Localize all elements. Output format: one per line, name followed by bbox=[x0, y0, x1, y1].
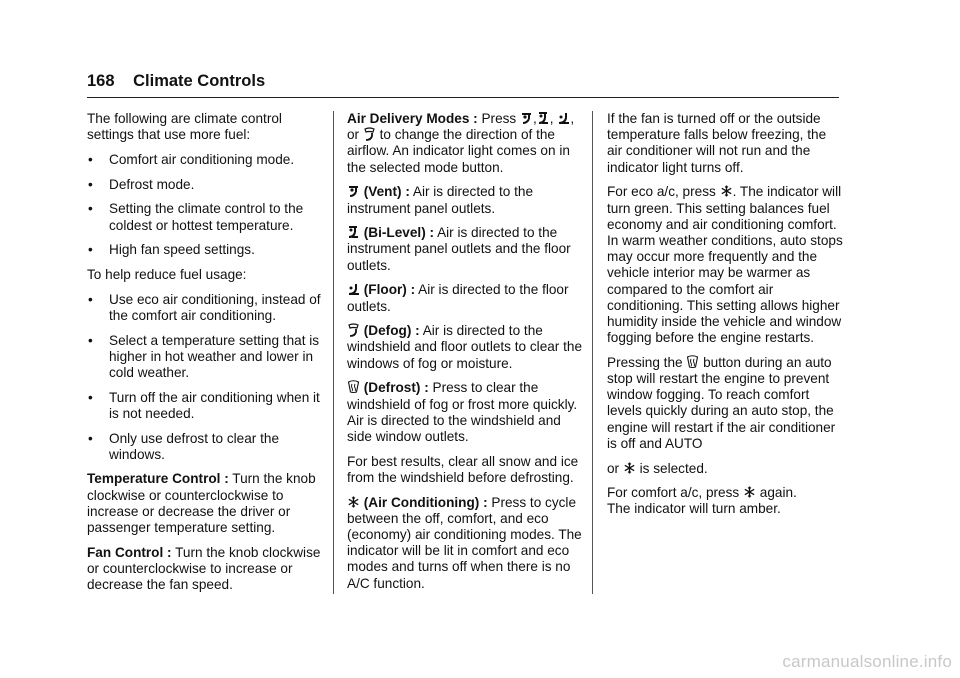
list-item-text: High fan speed settings. bbox=[109, 242, 255, 258]
defog-icon bbox=[347, 323, 360, 337]
text: . The indicator will turn green. This setting balances fuel economy and air conditioning comfort. In warm weather conditions, auto stops may occur more frequently and the vehicle interior may be warmer as compared to the comfort air conditioning. This setting allows higher humidity inside the vehicle and window fogging before the engine restarts. bbox=[607, 184, 843, 346]
defog-paragraph bbox=[347, 323, 583, 372]
list-item-text: Select a temperature setting that is higher in hot weather and lower in cold weather. bbox=[109, 332, 320, 380]
air-conditioning-term: (Air Conditioning) : bbox=[363, 494, 488, 510]
text: Pressing the bbox=[607, 354, 683, 370]
bullet: • bbox=[88, 430, 93, 446]
fan-control-text: Turn the knob clockwise or counterclockwise to increase or decrease the fan speed. bbox=[87, 544, 321, 593]
text: Press bbox=[481, 111, 517, 126]
fan-off-paragraph: If the fan is turned off or the outside temperature falls below freezing, the air conditioner will not run and the indicator light turns off. bbox=[607, 111, 827, 175]
list-item bbox=[87, 177, 322, 193]
text: or bbox=[607, 460, 620, 476]
list-item bbox=[87, 152, 322, 168]
bullet: • bbox=[88, 201, 93, 217]
page-number: 168 bbox=[87, 72, 115, 90]
air-conditioning-paragraph bbox=[347, 495, 583, 592]
ac-snowflake-icon bbox=[347, 495, 360, 509]
bi-level-icon bbox=[347, 225, 360, 239]
text: , bbox=[549, 111, 554, 126]
floor-term: (Floor) : bbox=[363, 282, 416, 298]
bullet: • bbox=[88, 176, 93, 192]
fan-control-term: Fan Control : bbox=[87, 544, 172, 560]
fan-control-paragraph bbox=[87, 545, 322, 594]
floor-icon bbox=[347, 282, 360, 296]
bullet: • bbox=[88, 389, 93, 405]
list-item bbox=[87, 390, 322, 422]
text: , or bbox=[347, 111, 575, 143]
text: button during an auto stop will restart the engine to prevent window fogging. To reach comfort levels quickly during an auto stop, the engine will restart if the air conditioner is off and AUTO bbox=[607, 354, 836, 451]
text: For eco a/c, press bbox=[607, 184, 716, 200]
vent-text: Air is directed to the instrument panel outlets. bbox=[347, 184, 534, 216]
column-right bbox=[607, 111, 843, 526]
temperature-control-text: Turn the knob clockwise or counterclockwise to increase or decrease the driver or passenger temperature setting. bbox=[87, 471, 316, 536]
floor-icon bbox=[557, 111, 570, 125]
text: The indicator will turn amber. bbox=[607, 501, 781, 517]
fuel-intro: The following are climate control settings that use more fuel: bbox=[87, 111, 282, 143]
ac-snowflake-icon bbox=[623, 461, 636, 475]
bi-level-paragraph bbox=[347, 225, 583, 274]
air-delivery-paragraph bbox=[347, 111, 583, 176]
list-item bbox=[87, 201, 322, 233]
pressing-paragraph bbox=[607, 355, 843, 452]
list-item bbox=[87, 242, 322, 258]
floor-paragraph bbox=[347, 282, 583, 314]
text: again. bbox=[759, 485, 797, 501]
bullet: • bbox=[88, 291, 93, 307]
eco-ac-paragraph bbox=[607, 184, 843, 346]
bi-level-term: (Bi-Level) : bbox=[363, 225, 435, 241]
bi-level-text: Air is directed to the instrument panel outlets and the floor outlets. bbox=[347, 225, 571, 273]
floor-text: Air is directed to the floor outlets. bbox=[347, 282, 569, 314]
text: For comfort a/c, press bbox=[607, 485, 740, 501]
column-divider bbox=[333, 111, 334, 594]
reduce-intro: To help reduce fuel usage: bbox=[87, 266, 247, 282]
air-delivery-term: Air Delivery Modes : bbox=[347, 111, 478, 126]
list-item-text: Turn off the air conditioning when it is not needed. bbox=[109, 389, 320, 421]
column-divider bbox=[592, 111, 593, 594]
list-item bbox=[87, 292, 322, 324]
vent-icon bbox=[520, 111, 533, 125]
defog-term: (Defog) : bbox=[363, 323, 420, 339]
list-item bbox=[87, 431, 322, 463]
air-conditioning-text: Press to cycle between the off, comfort, and eco (economy) air conditioning modes. The indicator will be lit in comfort and eco modes and turns off when there is no A/C function. bbox=[347, 494, 582, 591]
ac-snowflake-icon bbox=[743, 485, 756, 499]
list-item bbox=[87, 333, 322, 382]
text: is selected. bbox=[639, 460, 708, 476]
header-rule bbox=[87, 97, 839, 98]
vent-icon bbox=[347, 184, 360, 198]
section-title: Climate Controls bbox=[133, 72, 266, 90]
defrost-text: Press to clear the windshield of fog or frost more quickly. Air is directed to the windshield and side window outlets. bbox=[347, 380, 578, 444]
defog-icon bbox=[363, 127, 376, 141]
list-item-text: Use eco air conditioning, instead of the comfort air conditioning. bbox=[109, 291, 321, 323]
bi-level-icon bbox=[537, 111, 550, 125]
vent-term: (Vent) : bbox=[363, 184, 410, 200]
defrost-paragraph bbox=[347, 380, 583, 445]
text: , bbox=[533, 111, 537, 126]
ac-snowflake-icon bbox=[720, 184, 733, 198]
or-selected-paragraph bbox=[607, 461, 843, 477]
column-middle bbox=[347, 111, 583, 600]
bullet: • bbox=[88, 242, 93, 258]
vent-paragraph bbox=[347, 184, 583, 216]
list-item-text: Defrost mode. bbox=[109, 176, 195, 192]
list-item-text: Comfort air conditioning mode. bbox=[109, 151, 295, 167]
defog-text: Air is directed to the windshield and floor outlets to clear the windows of fog or moisture. bbox=[347, 323, 583, 371]
temperature-control-paragraph bbox=[87, 471, 322, 536]
page-header bbox=[87, 72, 839, 91]
bullet: • bbox=[88, 332, 93, 348]
watermark: carmanualsonline.info bbox=[782, 652, 952, 671]
column-left bbox=[87, 111, 322, 602]
defrost-icon bbox=[347, 380, 360, 394]
temperature-control-term: Temperature Control : bbox=[87, 471, 229, 487]
text: to change the direction of the airflow. An indicator light comes on in the selected mode button. bbox=[347, 127, 570, 175]
bullet: • bbox=[88, 151, 93, 167]
list-item-text: Setting the climate control to the coldest or hottest temperature. bbox=[109, 201, 304, 233]
comfort-ac-paragraph bbox=[607, 485, 843, 517]
best-results-paragraph: For best results, clear all snow and ice from the windshield before defrosting. bbox=[347, 453, 579, 485]
defrost-icon bbox=[686, 355, 699, 369]
list-item-text: Only use defrost to clear the windows. bbox=[109, 430, 280, 462]
defrost-term: (Defrost) : bbox=[363, 380, 429, 396]
